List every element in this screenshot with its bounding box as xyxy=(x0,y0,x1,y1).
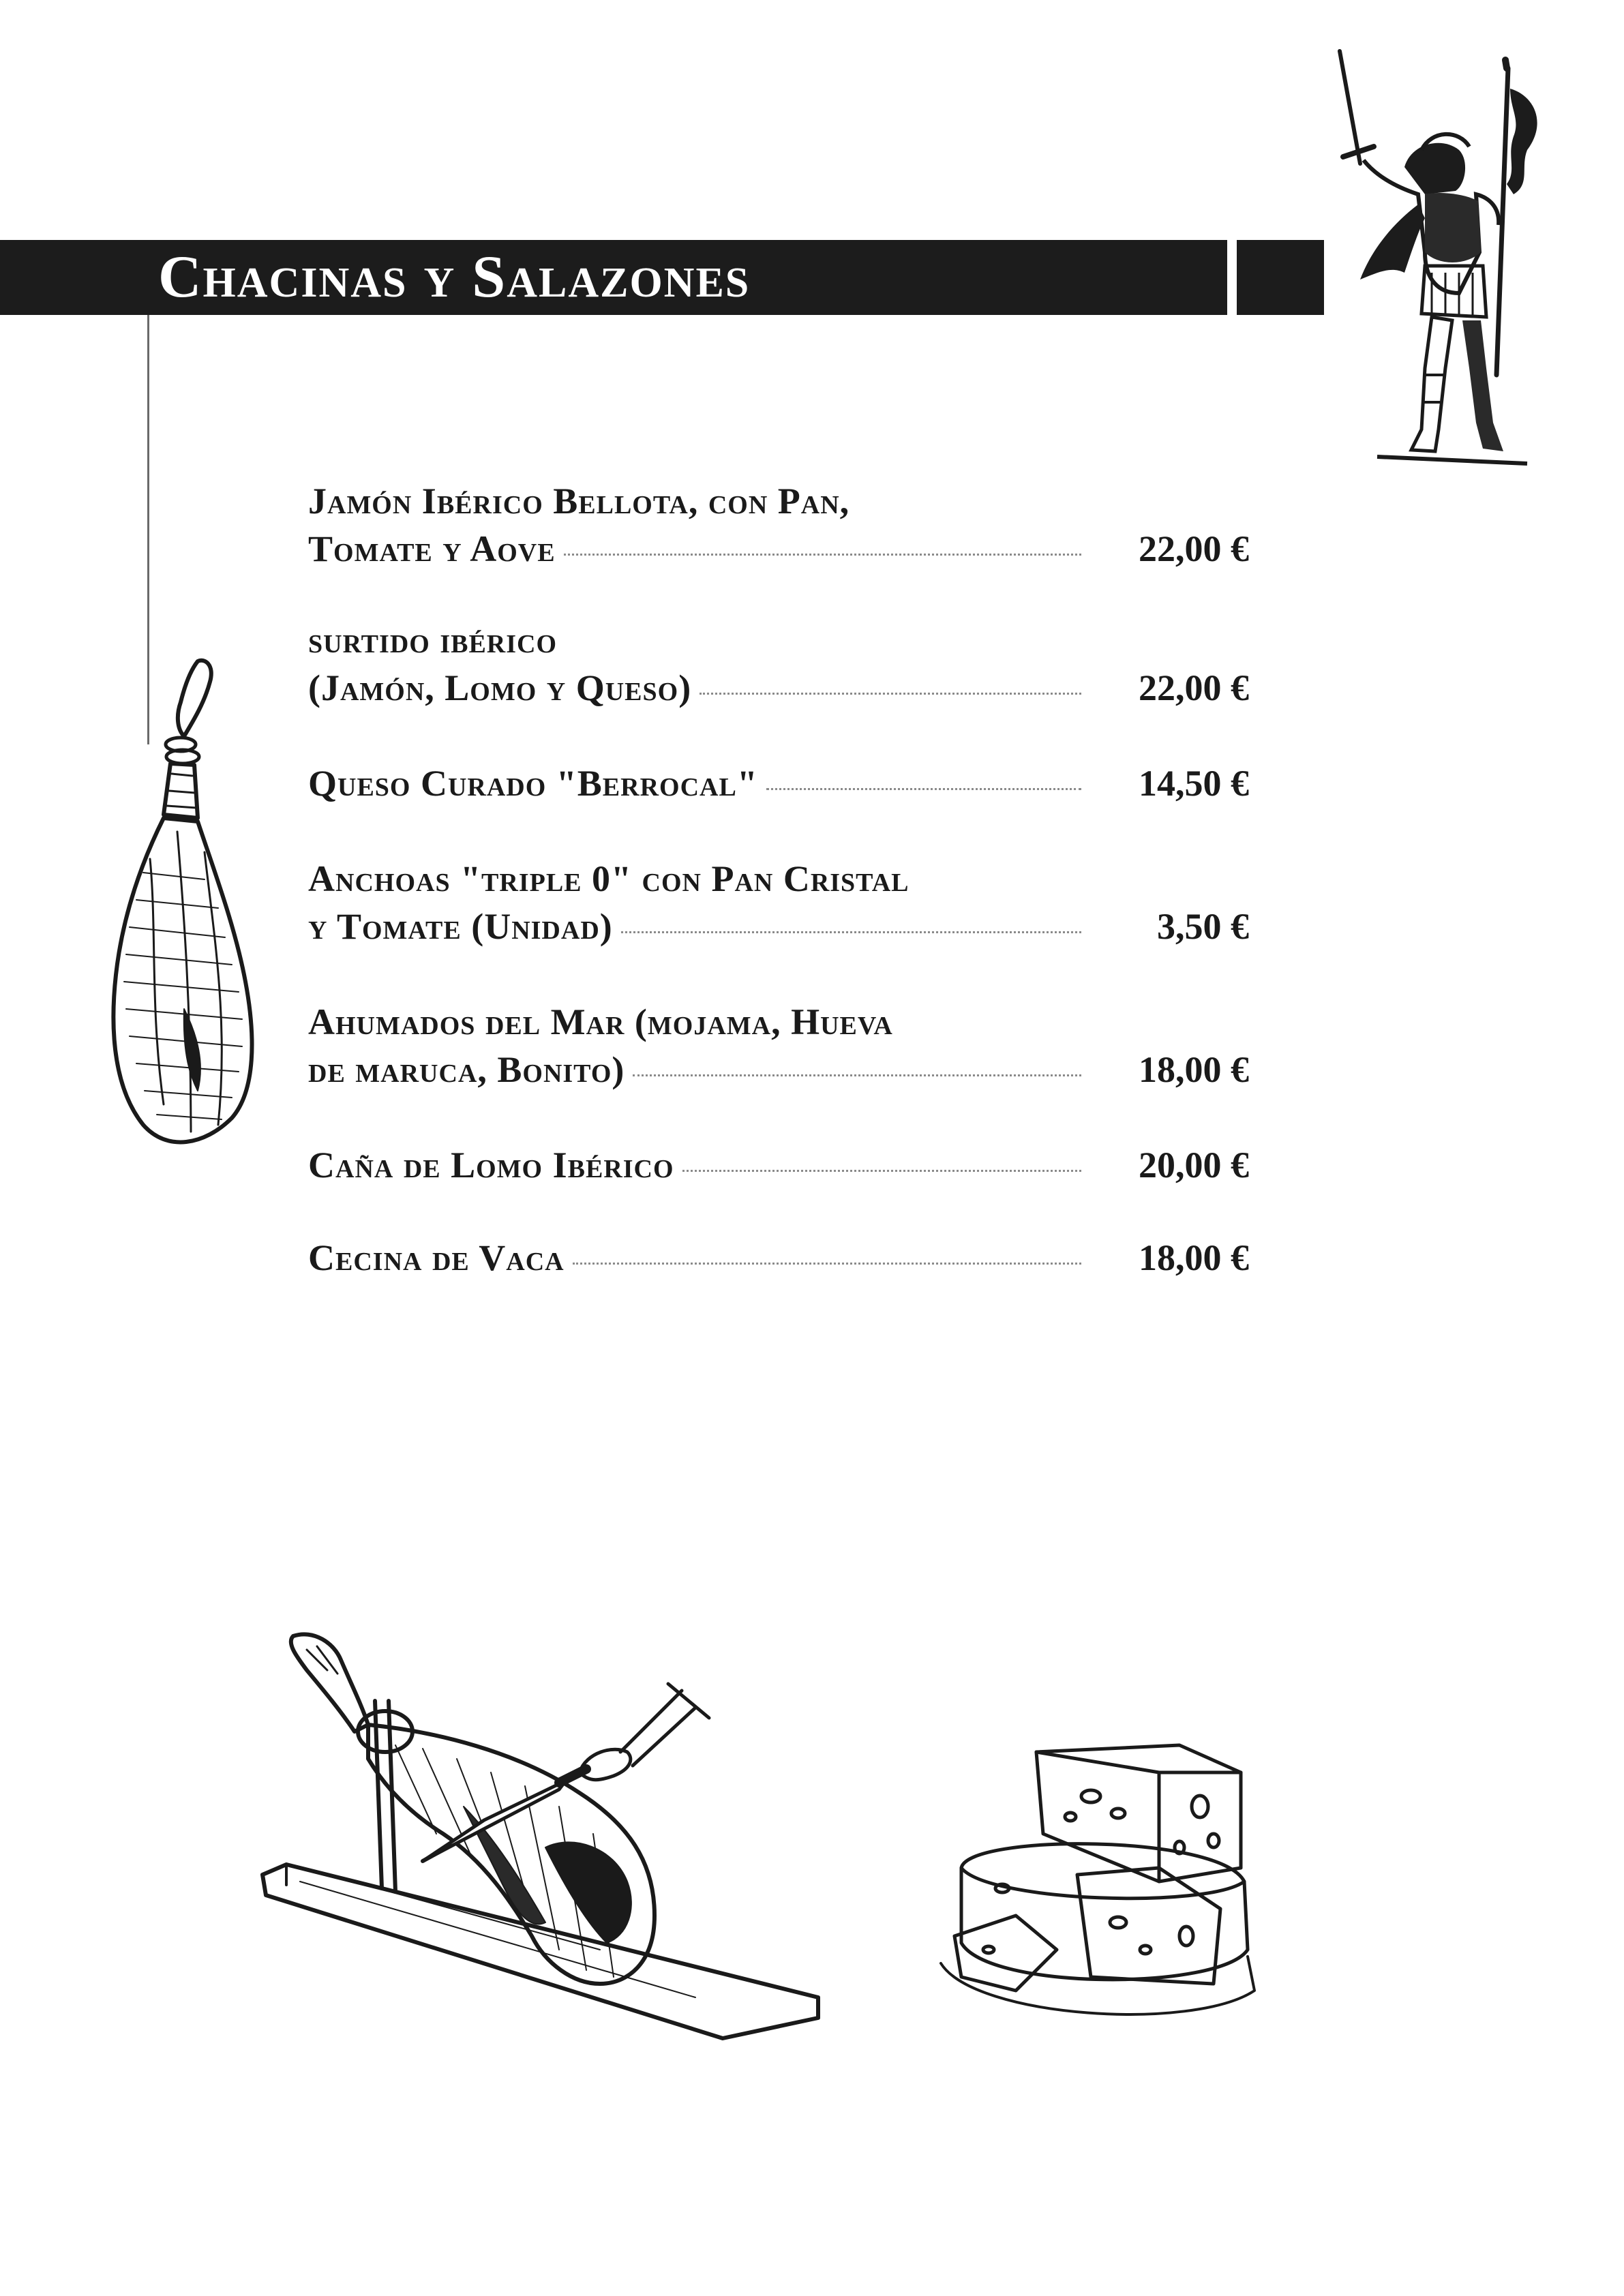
menu-item-price: 3,50 € xyxy=(1157,906,1249,947)
menu-item-anchoas xyxy=(308,855,1249,950)
ham-stand-illustration xyxy=(259,1629,832,2052)
title-bar-end-block xyxy=(1237,240,1324,315)
menu-item-jamon-iberico-bellota xyxy=(308,477,1249,573)
menu-item-name: surtido ibérico xyxy=(308,620,558,661)
menu-item-name: Queso Curado "Berrocal" xyxy=(308,763,758,804)
menu-item-name: (Jamón, Lomo y Queso) xyxy=(308,667,692,708)
knight-illustration xyxy=(1323,48,1554,470)
menu-item-price: 22,00 € xyxy=(1139,528,1249,569)
dot-leader xyxy=(633,1074,1081,1076)
cheese-illustration xyxy=(934,1732,1275,2031)
menu-item-price: 22,00 € xyxy=(1139,667,1249,708)
menu-item-cecina-de-vaca xyxy=(308,1234,1249,1282)
dot-leader xyxy=(682,1170,1081,1172)
dot-leader xyxy=(621,931,1081,933)
menu-item-name: Jamón Ibérico Bellota, con Pan, xyxy=(308,481,850,522)
dot-leader xyxy=(564,554,1081,556)
menu-item-name: y Tomate (Unidad) xyxy=(308,906,613,947)
menu-item-price: 14,50 € xyxy=(1139,763,1249,804)
menu-item-queso-curado xyxy=(308,759,1249,807)
menu-item-name: de maruca, Bonito) xyxy=(308,1049,625,1090)
menu-item-price: 18,00 € xyxy=(1139,1049,1249,1090)
menu-item-price: 20,00 € xyxy=(1139,1145,1249,1185)
dot-leader xyxy=(573,1263,1081,1265)
menu-item-name: Ahumados del Mar (mojama, Hueva xyxy=(308,1001,893,1042)
menu-item-ahumados-del-mar xyxy=(308,998,1249,1093)
menu-list xyxy=(308,477,1249,1282)
menu-item-name: Cecina de Vaca xyxy=(308,1237,565,1278)
dot-leader xyxy=(766,788,1081,790)
menu-item-price: 18,00 € xyxy=(1139,1237,1249,1278)
menu-item-name: Anchoas "triple 0" con Pan Cristal xyxy=(308,858,909,899)
hanging-ham-illustration xyxy=(102,654,266,1159)
dot-leader xyxy=(700,693,1081,695)
menu-item-surtido-iberico xyxy=(308,616,1249,712)
menu-item-cana-de-lomo xyxy=(308,1141,1249,1189)
menu-item-name: Tomate y Aove xyxy=(308,528,556,569)
menu-item-name: Caña de Lomo Ibérico xyxy=(308,1145,674,1185)
page-title: Chacinas y Salazones xyxy=(158,244,751,310)
